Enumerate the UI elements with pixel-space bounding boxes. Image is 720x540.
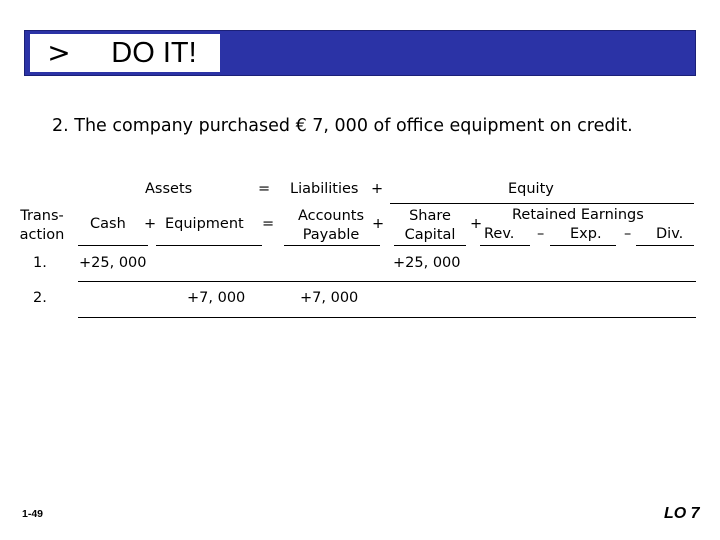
page-title: DO IT! bbox=[111, 37, 197, 69]
header-transaction bbox=[14, 207, 70, 245]
header-plus-equity: + bbox=[470, 216, 483, 232]
cash-column-underline bbox=[78, 245, 148, 246]
header-dividends: Div. bbox=[656, 226, 684, 242]
header-equity: Equity bbox=[508, 181, 554, 197]
header-share-line2: Capital bbox=[404, 227, 456, 243]
header-retained-earnings: Retained Earnings bbox=[512, 207, 644, 223]
row-accounts-payable: +7, 000 bbox=[300, 290, 359, 306]
header-expenses: Exp. bbox=[570, 226, 602, 242]
header-share-line1: Share bbox=[409, 208, 451, 224]
row-number: 1. bbox=[33, 255, 47, 271]
equipment-column-underline bbox=[156, 245, 262, 246]
header-plus-top: + bbox=[371, 181, 384, 197]
payable-column-underline bbox=[284, 245, 380, 246]
header-transaction-line2: action bbox=[19, 227, 65, 243]
header-accounts-line1: Accounts bbox=[297, 208, 365, 224]
header-assets: Assets bbox=[145, 181, 193, 197]
header-minus-1: – bbox=[537, 226, 545, 242]
header-plus-liabilities: + bbox=[372, 216, 385, 232]
row-share-capital: +25, 000 bbox=[393, 255, 461, 271]
header-cash: Cash bbox=[90, 216, 126, 232]
header-revenue: Rev. bbox=[484, 226, 515, 242]
expenses-column-underline bbox=[550, 245, 616, 246]
header-minus-2: – bbox=[624, 226, 632, 242]
learning-objective: LO 7 bbox=[664, 505, 700, 522]
header-transaction-line1: Trans- bbox=[20, 208, 64, 224]
header-accounts-payable bbox=[284, 207, 378, 245]
header-equals-top: = bbox=[258, 181, 271, 197]
header-plus-assets: + bbox=[144, 216, 157, 232]
row-number: 2. bbox=[33, 290, 47, 306]
header-share-capital bbox=[394, 207, 466, 245]
dividends-column-underline bbox=[636, 245, 694, 246]
revenue-column-underline bbox=[480, 245, 530, 246]
header-accounts-line2: Payable bbox=[302, 227, 360, 243]
row-equipment: +7, 000 bbox=[187, 290, 246, 306]
row-underline bbox=[78, 281, 696, 282]
header-equipment: Equipment bbox=[165, 216, 244, 232]
arrow-icon: > bbox=[47, 36, 71, 69]
equity-underline bbox=[390, 203, 694, 204]
row-underline bbox=[78, 317, 696, 318]
exercise-prompt: 2. The company purchased € 7, 000 of office equipment on credit. bbox=[52, 116, 633, 136]
header-equals-main: = bbox=[262, 216, 275, 232]
slide-number: 1-49 bbox=[22, 508, 44, 520]
header-liabilities: Liabilities bbox=[290, 181, 359, 197]
share-column-underline bbox=[394, 245, 466, 246]
row-cash: +25, 000 bbox=[79, 255, 147, 271]
